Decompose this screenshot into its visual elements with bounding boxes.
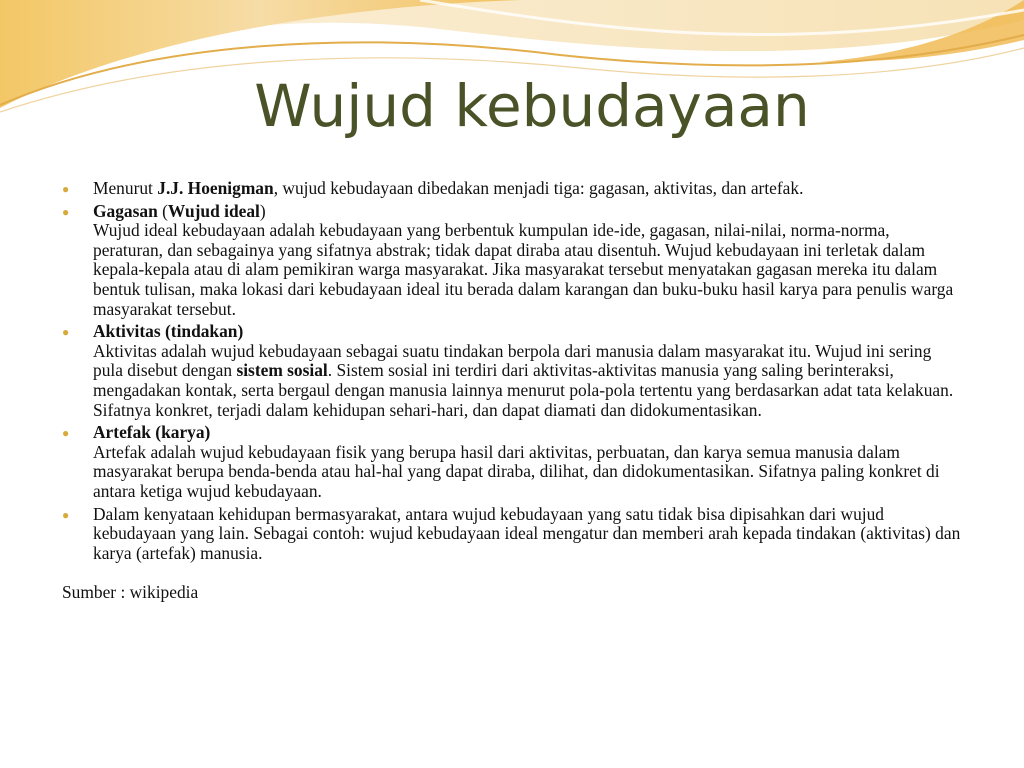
source-note: Sumber : wikipedia xyxy=(62,582,199,603)
bullet-circle-icon: ● xyxy=(62,426,70,441)
bullet-circle-icon: ● xyxy=(62,204,70,219)
item-body: Artefak adalah wujud kebudayaan fisik yang berupa hasil dari aktivitas, perbuatan, dan karya semua manusia dalam masyarakat berupa benda-benda atau hal-hal yang dapat diraba, dilihat, dan didokumentasikan. Sifatnya paling konkret di antara ketiga wujud kebudayaan. xyxy=(93,441,940,501)
list-item xyxy=(62,505,962,564)
item-heading: Artefak (karya) xyxy=(93,422,211,443)
bullet-circle-icon: ● xyxy=(62,325,70,340)
list-item: ● Menurut J.J. Hoenigman, wujud kebudayaan dibedakan menjadi tiga: gagasan, aktivitas, dan artefak. xyxy=(62,178,804,198)
list-item: ● Aktivitas (tindakan) Aktivitas adalah wujud kebudayaan sebagai suatu tindakan berpola dari manusia dalam masyarakat itu. Wujud ini sering pula disebut dengan sistem sosial. Sistem sosial ini terdiri dari aktivitas-aktivitas manusia yang saling berinteraksi, mengadakan kontak, serta bergaul dengan manusia lainnya menurut pola-pola tertentu yang berdasarkan adat tata kelakuan. Sifatnya konkret, terjadi dalam kehidupan sehari-hari, dan dapat diamati dan didokumentasikan. xyxy=(62,321,954,420)
list-item: ● Gagasan (Wujud ideal) Wujud ideal kebudayaan adalah kebudayaan yang berbentuk kumpulan ide-ide, gagasan, nilai-nilai, norma-norma, peraturan, dan sebagainya yang sifatnya abstrak; tidak dapat diraba atau disentuh. Wujud kebudayaan ini terletak dalam kepala-kepala atau di alam pemikiran warga masyarakat. Jika masyarakat tersebut menyatakan gagasan mereka itu dalam bentuk tulisan, maka lokasi dari kebudayaan ideal itu berada dalam karangan dan buku-buku hasil karya para penulis warga masyarakat tersebut. xyxy=(62,200,954,319)
item-heading: Aktivitas (tindakan) xyxy=(93,321,244,342)
item-body: Dalam kenyataan kehidupan bermasyarakat, antara wujud kebudayaan yang satu tidak bisa dipisahkan dari wujud kebudayaan yang lain. Sebagai contoh: wujud kebudayaan ideal mengatur dan memberi arah kepada tindakan (aktivitas) dan karya (artefak) manusia. xyxy=(93,503,961,563)
bullet-circle-icon: ● xyxy=(62,507,70,522)
bullet-list xyxy=(62,179,962,563)
list-item xyxy=(62,423,962,501)
item-body: Wujud ideal kebudayaan adalah kebudayaan yang berbentuk kumpulan ide-ide, gagasan, nilai-nilai, norma-norma, peraturan, dan sebagainya yang sifatnya abstrak; tidak dapat diraba atau disentuh. Wujud kebudayaan ini terletak dalam kepala-kepala atau di alam pemikiran warga masyarakat. Jika masyarakat tersebut menyatakan gagasan mereka itu dalam bentuk tulisan, maka lokasi dari kebudayaan ideal itu berada dalam karangan dan buku-buku hasil karya para penulis warga masyarakat tersebut. xyxy=(93,220,954,319)
slide-body xyxy=(62,179,962,603)
slide-title: Wujud kebudayaan xyxy=(254,72,810,140)
bullet-circle-icon: ● xyxy=(62,182,70,196)
